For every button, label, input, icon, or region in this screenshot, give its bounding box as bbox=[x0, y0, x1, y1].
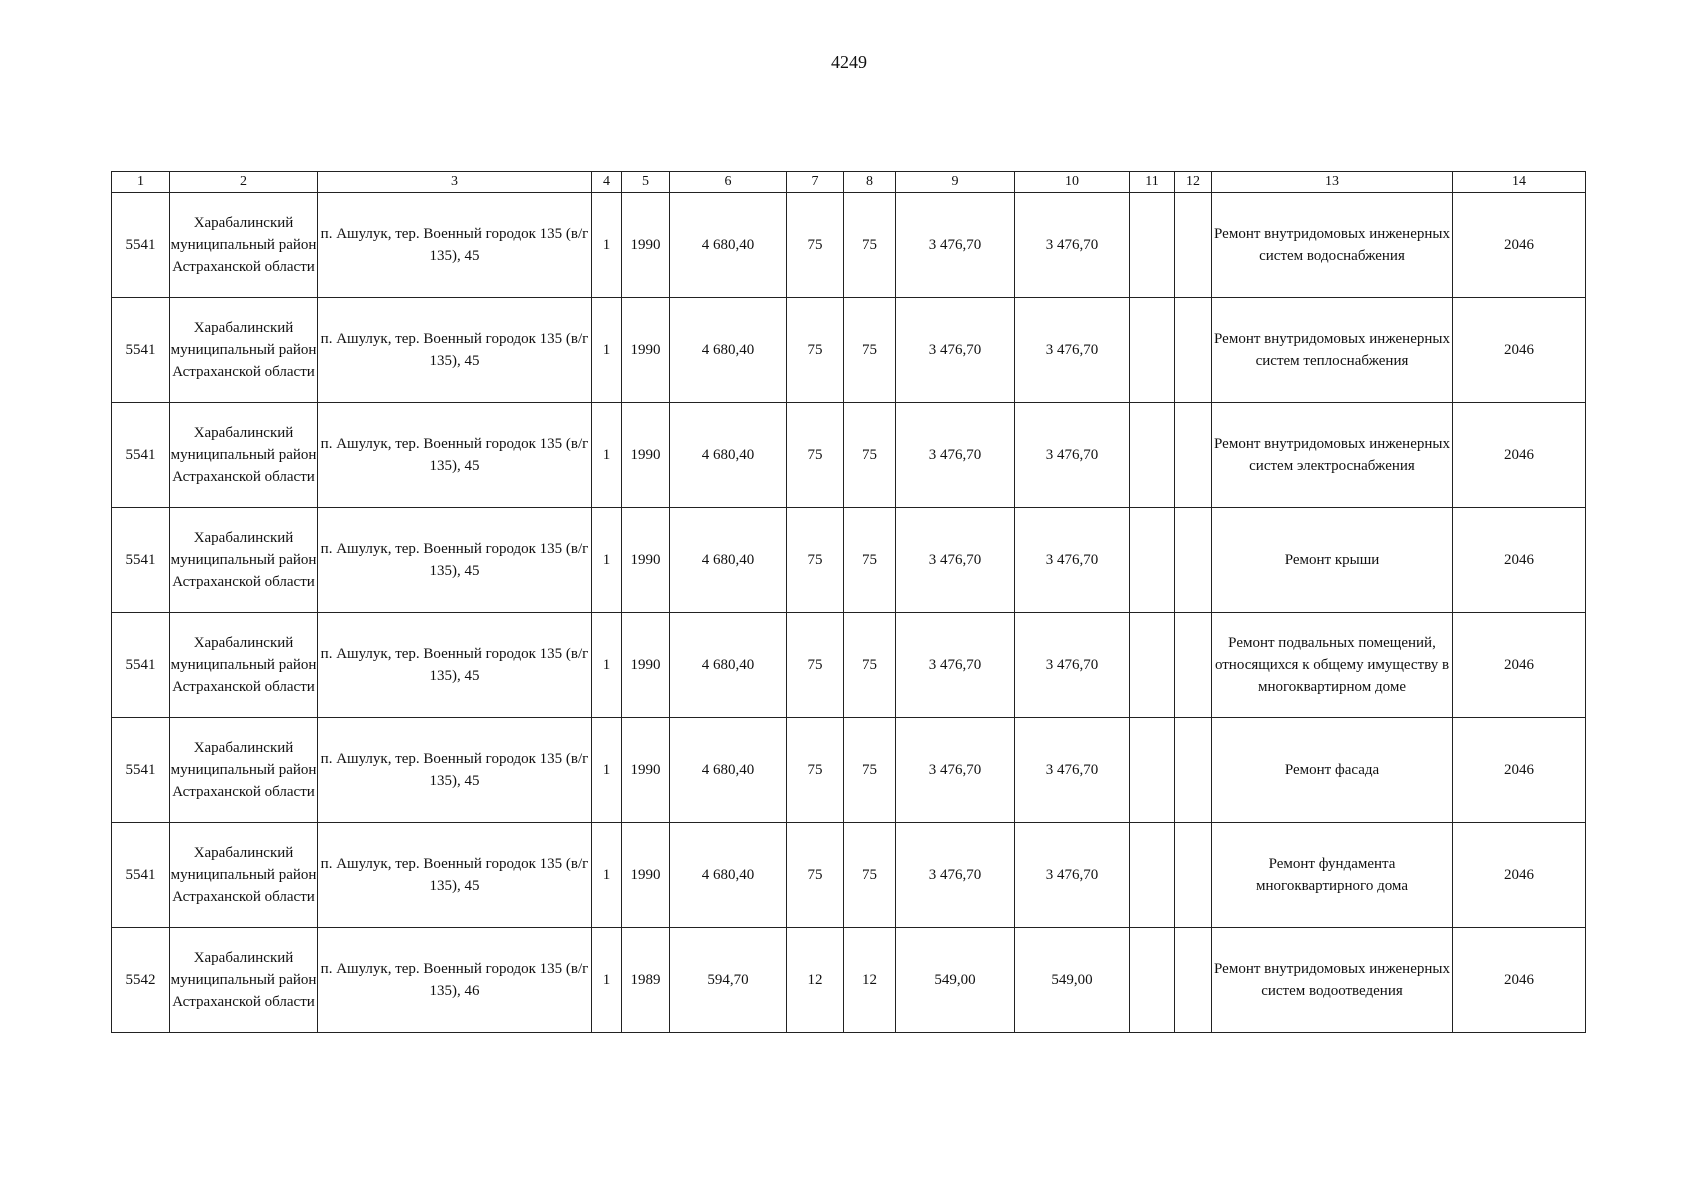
cell-year: 1990 bbox=[622, 298, 670, 403]
table-row bbox=[112, 403, 1586, 508]
cell-col-11 bbox=[1130, 718, 1175, 823]
cell-municipality: Харабалинский муниципальный район Астраханской области bbox=[170, 403, 318, 508]
cell-col-4: 1 bbox=[592, 508, 622, 613]
cell-work-type: Ремонт фундамента многоквартирного дома bbox=[1212, 823, 1453, 928]
cell-col-12 bbox=[1175, 613, 1212, 718]
cell-year: 1990 bbox=[622, 193, 670, 298]
cell-row-number: 5541 bbox=[112, 403, 170, 508]
cell-col-12 bbox=[1175, 823, 1212, 928]
cell-col-6: 4 680,40 bbox=[670, 718, 787, 823]
table-row bbox=[112, 508, 1586, 613]
cell-period: 2046 bbox=[1453, 613, 1586, 718]
cell-col-10: 3 476,70 bbox=[1015, 823, 1130, 928]
cell-col-9: 3 476,70 bbox=[896, 613, 1015, 718]
cell-col-4: 1 bbox=[592, 403, 622, 508]
column-header: 9 bbox=[896, 172, 1015, 193]
cell-address: п. Ашулук, тер. Военный городок 135 (в/г 135), 45 bbox=[318, 508, 592, 613]
cell-col-9: 3 476,70 bbox=[896, 823, 1015, 928]
cell-year: 1989 bbox=[622, 928, 670, 1033]
cell-address: п. Ашулук, тер. Военный городок 135 (в/г 135), 45 bbox=[318, 193, 592, 298]
cell-col-11 bbox=[1130, 298, 1175, 403]
column-header: 1 bbox=[112, 172, 170, 193]
cell-col-6: 4 680,40 bbox=[670, 298, 787, 403]
cell-work-type: Ремонт внутридомовых инженерных систем водоснабжения bbox=[1212, 193, 1453, 298]
cell-col-4: 1 bbox=[592, 823, 622, 928]
cell-col-11 bbox=[1130, 928, 1175, 1033]
cell-col-8: 75 bbox=[844, 613, 896, 718]
cell-col-11 bbox=[1130, 823, 1175, 928]
cell-col-6: 4 680,40 bbox=[670, 193, 787, 298]
table-row bbox=[112, 298, 1586, 403]
column-header: 14 bbox=[1453, 172, 1586, 193]
page-number: 4249 bbox=[831, 52, 867, 72]
cell-col-12 bbox=[1175, 718, 1212, 823]
cell-col-8: 75 bbox=[844, 298, 896, 403]
cell-address: п. Ашулук, тер. Военный городок 135 (в/г 135), 45 bbox=[318, 613, 592, 718]
table-body bbox=[112, 193, 1586, 1033]
cell-col-8: 75 bbox=[844, 193, 896, 298]
cell-address: п. Ашулук, тер. Военный городок 135 (в/г 135), 46 bbox=[318, 928, 592, 1033]
column-header: 10 bbox=[1015, 172, 1130, 193]
cell-municipality: Харабалинский муниципальный район Астраханской области bbox=[170, 193, 318, 298]
cell-work-type: Ремонт фасада bbox=[1212, 718, 1453, 823]
column-header: 5 bbox=[622, 172, 670, 193]
cell-col-10: 3 476,70 bbox=[1015, 193, 1130, 298]
cell-col-9: 3 476,70 bbox=[896, 403, 1015, 508]
cell-col-8: 75 bbox=[844, 823, 896, 928]
capital-repair-table bbox=[111, 171, 1586, 1033]
cell-col-9: 3 476,70 bbox=[896, 193, 1015, 298]
cell-col-4: 1 bbox=[592, 613, 622, 718]
cell-year: 1990 bbox=[622, 718, 670, 823]
cell-col-10: 3 476,70 bbox=[1015, 718, 1130, 823]
cell-col-7: 75 bbox=[787, 613, 844, 718]
cell-col-9: 3 476,70 bbox=[896, 718, 1015, 823]
cell-row-number: 5541 bbox=[112, 298, 170, 403]
column-header: 4 bbox=[592, 172, 622, 193]
cell-municipality: Харабалинский муниципальный район Астраханской области bbox=[170, 928, 318, 1033]
cell-work-type: Ремонт внутридомовых инженерных систем теплоснабжения bbox=[1212, 298, 1453, 403]
cell-col-12 bbox=[1175, 403, 1212, 508]
table-row bbox=[112, 193, 1586, 298]
cell-col-4: 1 bbox=[592, 928, 622, 1033]
cell-work-type: Ремонт крыши bbox=[1212, 508, 1453, 613]
cell-period: 2046 bbox=[1453, 298, 1586, 403]
cell-col-7: 75 bbox=[787, 193, 844, 298]
cell-col-10: 3 476,70 bbox=[1015, 403, 1130, 508]
column-header: 7 bbox=[787, 172, 844, 193]
cell-col-8: 75 bbox=[844, 403, 896, 508]
cell-col-7: 75 bbox=[787, 718, 844, 823]
cell-municipality: Харабалинский муниципальный район Астраханской области bbox=[170, 298, 318, 403]
cell-row-number: 5541 bbox=[112, 823, 170, 928]
table-row bbox=[112, 718, 1586, 823]
cell-municipality: Харабалинский муниципальный район Астраханской области bbox=[170, 823, 318, 928]
table-row bbox=[112, 823, 1586, 928]
cell-year: 1990 bbox=[622, 613, 670, 718]
cell-address: п. Ашулук, тер. Военный городок 135 (в/г 135), 45 bbox=[318, 823, 592, 928]
table-row bbox=[112, 928, 1586, 1033]
cell-col-8: 75 bbox=[844, 508, 896, 613]
cell-period: 2046 bbox=[1453, 403, 1586, 508]
cell-period: 2046 bbox=[1453, 823, 1586, 928]
cell-col-11 bbox=[1130, 193, 1175, 298]
cell-address: п. Ашулук, тер. Военный городок 135 (в/г 135), 45 bbox=[318, 718, 592, 823]
cell-col-10: 3 476,70 bbox=[1015, 613, 1130, 718]
column-number-row bbox=[112, 172, 1586, 193]
cell-col-6: 594,70 bbox=[670, 928, 787, 1033]
cell-row-number: 5541 bbox=[112, 718, 170, 823]
cell-work-type: Ремонт подвальных помещений, относящихся к общему имуществу в многоквартирном доме bbox=[1212, 613, 1453, 718]
cell-work-type: Ремонт внутридомовых инженерных систем водоотведения bbox=[1212, 928, 1453, 1033]
cell-col-11 bbox=[1130, 403, 1175, 508]
cell-address: п. Ашулук, тер. Военный городок 135 (в/г 135), 45 bbox=[318, 298, 592, 403]
cell-year: 1990 bbox=[622, 403, 670, 508]
cell-col-7: 12 bbox=[787, 928, 844, 1033]
cell-col-4: 1 bbox=[592, 193, 622, 298]
cell-col-11 bbox=[1130, 508, 1175, 613]
cell-municipality: Харабалинский муниципальный район Астраханской области bbox=[170, 613, 318, 718]
cell-period: 2046 bbox=[1453, 928, 1586, 1033]
cell-col-6: 4 680,40 bbox=[670, 403, 787, 508]
cell-col-9: 3 476,70 bbox=[896, 298, 1015, 403]
cell-col-10: 549,00 bbox=[1015, 928, 1130, 1033]
cell-col-9: 549,00 bbox=[896, 928, 1015, 1033]
cell-col-12 bbox=[1175, 193, 1212, 298]
cell-col-12 bbox=[1175, 928, 1212, 1033]
cell-row-number: 5541 bbox=[112, 193, 170, 298]
cell-col-6: 4 680,40 bbox=[670, 508, 787, 613]
cell-row-number: 5542 bbox=[112, 928, 170, 1033]
cell-col-12 bbox=[1175, 298, 1212, 403]
table-row bbox=[112, 613, 1586, 718]
cell-municipality: Харабалинский муниципальный район Астраханской области bbox=[170, 508, 318, 613]
cell-period: 2046 bbox=[1453, 193, 1586, 298]
column-header: 3 bbox=[318, 172, 592, 193]
cell-address: п. Ашулук, тер. Военный городок 135 (в/г 135), 45 bbox=[318, 403, 592, 508]
cell-municipality: Харабалинский муниципальный район Астраханской области bbox=[170, 718, 318, 823]
cell-col-4: 1 bbox=[592, 718, 622, 823]
cell-col-8: 12 bbox=[844, 928, 896, 1033]
cell-col-10: 3 476,70 bbox=[1015, 298, 1130, 403]
cell-year: 1990 bbox=[622, 823, 670, 928]
cell-col-7: 75 bbox=[787, 403, 844, 508]
column-header: 11 bbox=[1130, 172, 1175, 193]
cell-col-12 bbox=[1175, 508, 1212, 613]
cell-col-7: 75 bbox=[787, 298, 844, 403]
cell-year: 1990 bbox=[622, 508, 670, 613]
cell-col-11 bbox=[1130, 613, 1175, 718]
cell-col-7: 75 bbox=[787, 508, 844, 613]
column-header: 2 bbox=[170, 172, 318, 193]
cell-col-9: 3 476,70 bbox=[896, 508, 1015, 613]
cell-col-6: 4 680,40 bbox=[670, 823, 787, 928]
column-header: 6 bbox=[670, 172, 787, 193]
column-header: 13 bbox=[1212, 172, 1453, 193]
column-header: 8 bbox=[844, 172, 896, 193]
cell-col-8: 75 bbox=[844, 718, 896, 823]
cell-col-6: 4 680,40 bbox=[670, 613, 787, 718]
cell-work-type: Ремонт внутридомовых инженерных систем электроснабжения bbox=[1212, 403, 1453, 508]
cell-row-number: 5541 bbox=[112, 613, 170, 718]
column-header: 12 bbox=[1175, 172, 1212, 193]
cell-col-10: 3 476,70 bbox=[1015, 508, 1130, 613]
cell-period: 2046 bbox=[1453, 508, 1586, 613]
cell-row-number: 5541 bbox=[112, 508, 170, 613]
cell-col-4: 1 bbox=[592, 298, 622, 403]
cell-col-7: 75 bbox=[787, 823, 844, 928]
cell-period: 2046 bbox=[1453, 718, 1586, 823]
